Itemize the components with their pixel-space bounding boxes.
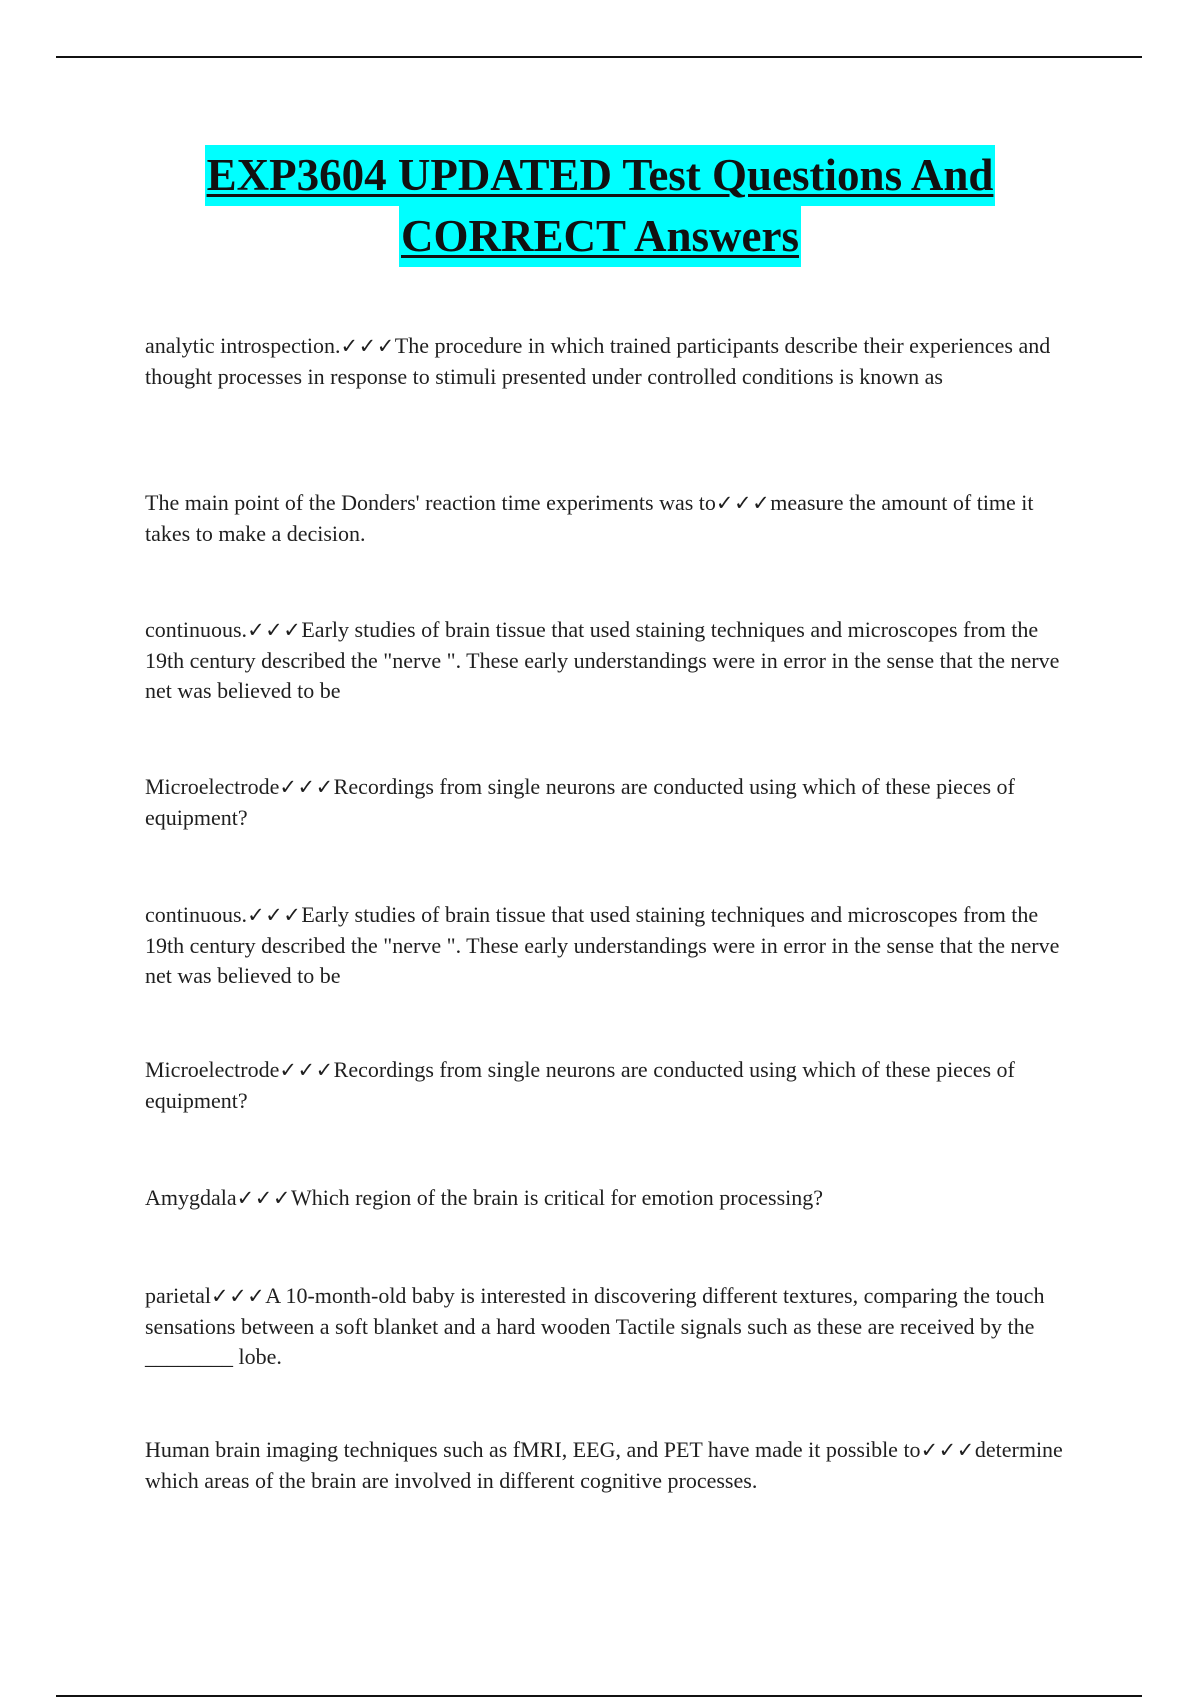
- check-marks-icon: ✓✓✓: [340, 334, 395, 358]
- qa-question: Early studies of brain tissue that used staining techniques and microscopes from the 19th century described the "nerve ". These early understandings were in error in the sense that the nerve net was believed to be: [145, 902, 1060, 988]
- title-line-1: EXP3604 UPDATED Test Questions And: [205, 145, 996, 206]
- qa-item-7: [145, 1183, 1065, 1214]
- qa-question: The procedure in which trained participants describe their experiences and thought processes in response to stimuli presented under controlled conditions is known as: [145, 333, 1051, 389]
- check-marks-icon: ✓✓✓: [236, 1186, 291, 1210]
- qa-answer: continuous.: [145, 617, 248, 642]
- header-rule: [56, 56, 1142, 58]
- qa-answer: parietal: [145, 1283, 211, 1308]
- check-marks-icon: ✓✓✓: [920, 1438, 975, 1462]
- qa-item-4: [145, 772, 1065, 833]
- qa-question: Human brain imaging techniques such as fMRI, EEG, and PET have made it possible to: [145, 1437, 921, 1462]
- qa-answer: analytic introspection.: [145, 333, 341, 358]
- qa-item-2: [145, 488, 1065, 549]
- check-marks-icon: ✓✓✓: [279, 1058, 334, 1082]
- qa-question: Recordings from single neurons are conducted using which of these pieces of equipment?: [145, 1057, 1015, 1113]
- qa-item-8: [145, 1281, 1065, 1373]
- qa-question: Which region of the brain is critical for emotion processing?: [290, 1185, 824, 1210]
- qa-item-9: [145, 1435, 1065, 1496]
- check-marks-icon: ✓✓✓: [210, 1284, 266, 1308]
- check-marks-icon: ✓✓✓: [715, 491, 771, 515]
- qa-item-5: [145, 900, 1065, 992]
- footer-rule: [56, 1695, 1142, 1697]
- qa-answer: continuous.: [145, 902, 248, 927]
- check-marks-icon: ✓✓✓: [279, 775, 334, 799]
- qa-answer: Amygdala: [145, 1185, 237, 1210]
- qa-item-3: [145, 615, 1065, 707]
- check-marks-icon: ✓✓✓: [247, 903, 302, 927]
- qa-answer: determine which areas of the brain are involved in different cognitive processes.: [145, 1437, 1063, 1493]
- qa-question: Early studies of brain tissue that used staining techniques and microscopes from the 19th century described the "nerve ". These early understandings were in error in the sense that the nerve net was believed to be: [145, 617, 1060, 703]
- check-marks-icon: ✓✓✓: [247, 618, 302, 642]
- title-line-2: CORRECT Answers: [399, 206, 801, 267]
- qa-answer: Microelectrode: [145, 1057, 280, 1082]
- qa-question: Recordings from single neurons are conducted using which of these pieces of equipment?: [145, 774, 1015, 830]
- document-title: [0, 145, 1200, 267]
- qa-question: The main point of the Donders' reaction time experiments was to: [145, 490, 716, 515]
- qa-item-6: [145, 1055, 1065, 1116]
- qa-question: A 10-month-old baby is interested in discovering different textures, comparing the touch sensations between a soft blanket and a hard wooden Tactile signals such as these are received by the ________ lobe.: [145, 1283, 1045, 1369]
- qa-answer: measure the amount of time it takes to make a decision.: [145, 490, 1034, 546]
- qa-answer: Microelectrode: [145, 774, 280, 799]
- qa-item-1: [145, 331, 1065, 392]
